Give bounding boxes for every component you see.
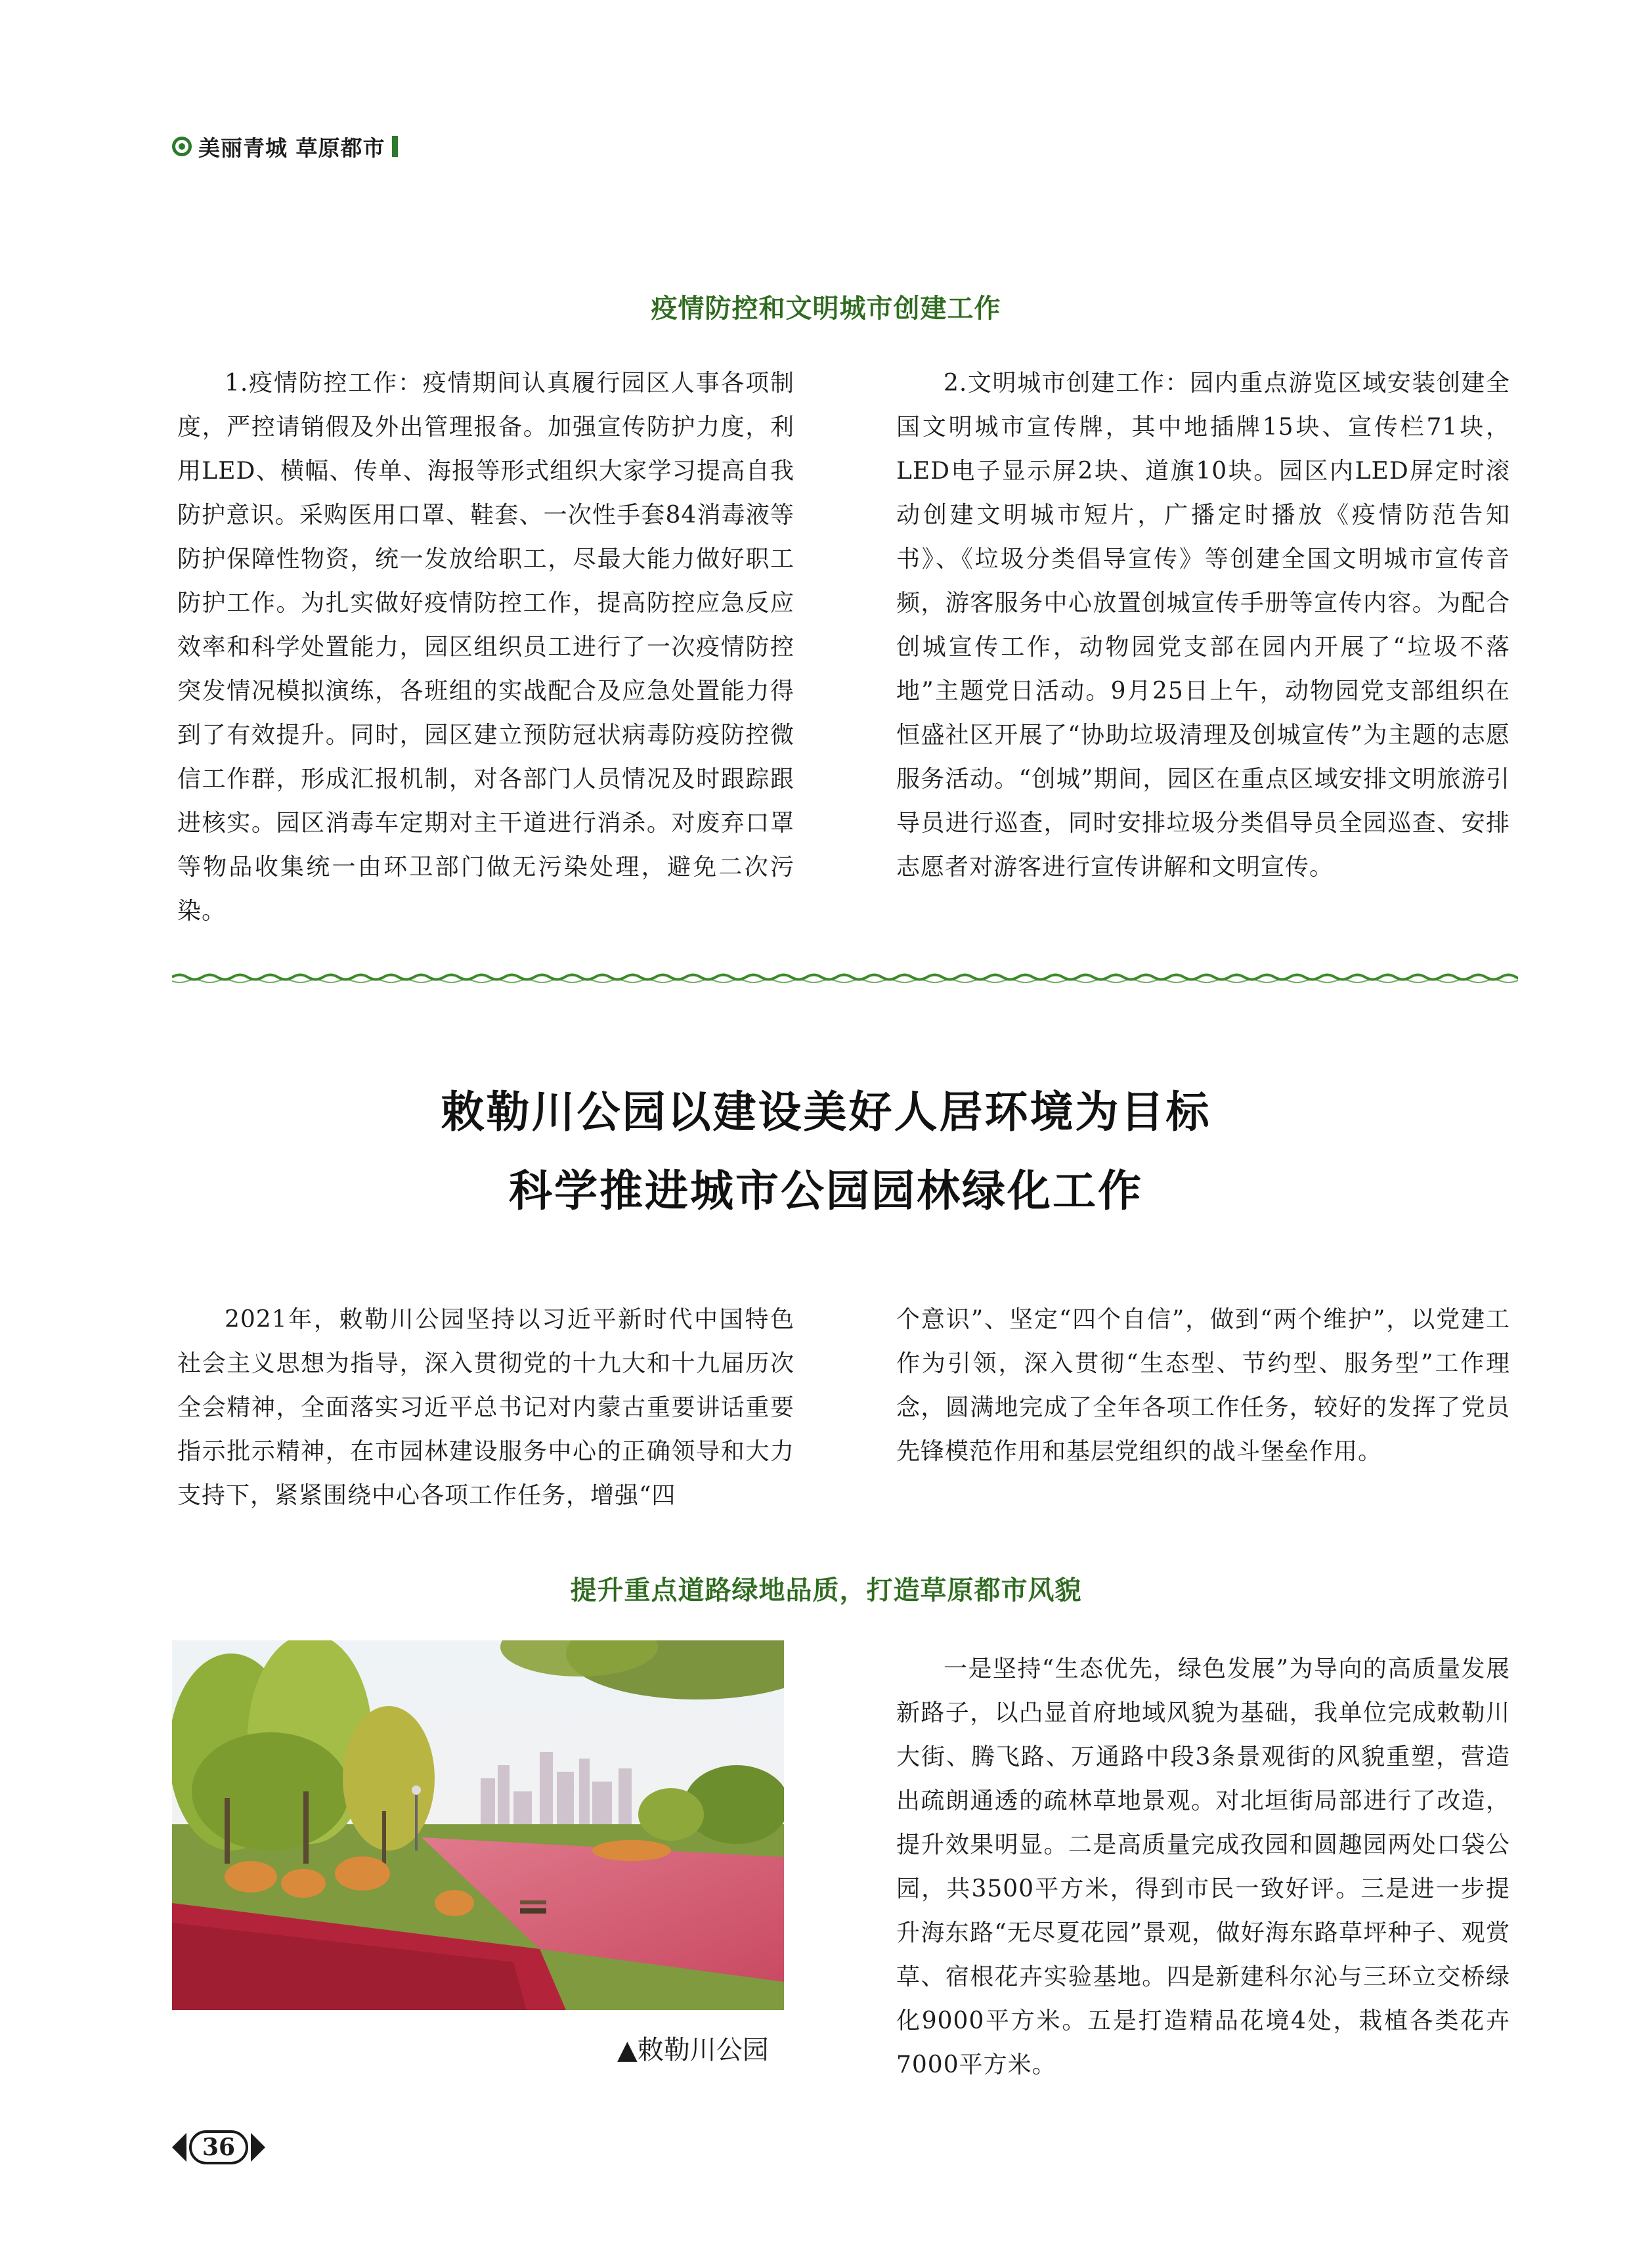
column-right-body (896, 1647, 1510, 2087)
column-right-civilized-city (896, 361, 1510, 889)
section-heading-epidemic: 疫情防控和文明城市创建工作 (651, 294, 1001, 324)
section-heading-road-greenbelt: 提升重点道路绿地品质，打造草原都市风貌 (570, 1575, 1082, 1606)
paragraph-intro-right: 个意识”、坚定“四个自信”，做到“两个维护”，以党建工作为引领，深入贯彻“生态型、节约型、服务型”工作理念，圆满地完成了全年各项工作任务，较好的发挥了党员先锋模范作用和基层党组织的战斗堡垒作用。 (896, 1306, 1510, 1465)
paragraph-epidemic-control: 1.疫情防控工作：疫情期间认真履行园区人事各项制度，严控请销假及外出管理报备。加强宣传防护力度，利用LED、横幅、传单、海报等形式组织大家学习提高自我防护意识。采购医用口罩、鞋套、一次性手套84消毒液等防护保障性物资，统一发放给职工，尽最大能力做好职工防护工作。为扎实做好疫情防控工作，提高防控应急反应效率和科学处置能力，园区组织员工进行了一次疫情防控突发情况模拟演练，各班组的实战配合及应急处置能力得到了有效提升。同时，园区建立预防冠状病毒防疫防控微信工作群，形成汇报机制，对各部门人员情况及时跟踪跟进核实。园区消毒车定期对主干道进行消杀。对废弃口罩等物品收集统一由环卫部门做无污染处理，避免二次污染。 (177, 370, 794, 925)
chevron-left-icon (172, 2133, 186, 2162)
column-left-epidemic (177, 361, 794, 933)
column-left-intro (177, 1298, 794, 1518)
chevron-right-icon (251, 2133, 265, 2162)
paragraph-intro-left: 2021年，敕勒川公园坚持以习近平新时代中国特色社会主义思想为指导，深入贯彻党的十九大和十九届历次全会精神，全面落实习近平总书记对内蒙古重要讲话重要指示批示精神，在市园林建设服务中心的正确领导和大力支持下，紧紧围绕中心各项工作任务，增强“四 (177, 1306, 794, 1509)
park-photo (172, 1640, 784, 2010)
photo-caption: ▲敕勒川公园 (617, 2035, 769, 2065)
article-title-line1: 敕勒川公园以建设美好人居环境为目标 (441, 1087, 1211, 1137)
paragraph-road-greenbelt: 一是坚持“生态优先，绿色发展”为导向的高质量发展新路子，以凸显首府地域风貌为基础，我单位完成敕勒川大街、腾飞路、万通路中段3条景观街的风貌重塑，营造出疏朗通透的疏林草地景观。对北垣街局部进行了改造，提升效果明显。二是高质量完成孜园和圆趣园两处口袋公园，共3500平方米，得到市民一致好评。三是进一步提升海东路“无尽夏花园”景观，做好海东路草坪种子、观赏草、宿根花卉实验基地。四是新建科尔沁与三环立交桥绿化9000平方米。五是打造精品花境4处，栽植各类花卉7000平方米。 (896, 1655, 1510, 2078)
article-title-line2: 科学推进城市公园园林绿化工作 (509, 1166, 1143, 1216)
running-header (172, 130, 398, 163)
column-right-intro (896, 1298, 1510, 1474)
page-number (172, 2128, 265, 2167)
wave-divider (172, 964, 1518, 990)
header-bar-mark (392, 136, 398, 157)
target-circle-icon (172, 137, 192, 156)
paragraph-civilized-city: 2.文明城市创建工作：园内重点游览区域安装创建全国文明城市宣传牌，其中地插牌15块、宣传栏71块，LED电子显示屏2块、道旗10块。园区内LED屏定时滚动创建文明城市短片，广播定时播放《疫情防范告知书》、《垃圾分类倡导宣传》等创建全国文明城市宣传音频，游客服务中心放置创城宣传手册等宣传内容。为配合创城宣传工作，动物园党支部在园内开展了“垃圾不落地”主题党日活动。9月25日上午，动物园党支部组织在恒盛社区开展了“协助垃圾清理及创城宣传”为主题的志愿服务活动。“创城”期间，园区在重点区域安排文明旅游引导员进行巡查，同时安排垃圾分类倡导员全园巡查、安排志愿者对游客进行宣传讲解和文明宣传。 (896, 370, 1510, 881)
running-header-title: 美丽青城 草原都市 (198, 135, 385, 161)
page-number-label: 36 (189, 2130, 248, 2164)
